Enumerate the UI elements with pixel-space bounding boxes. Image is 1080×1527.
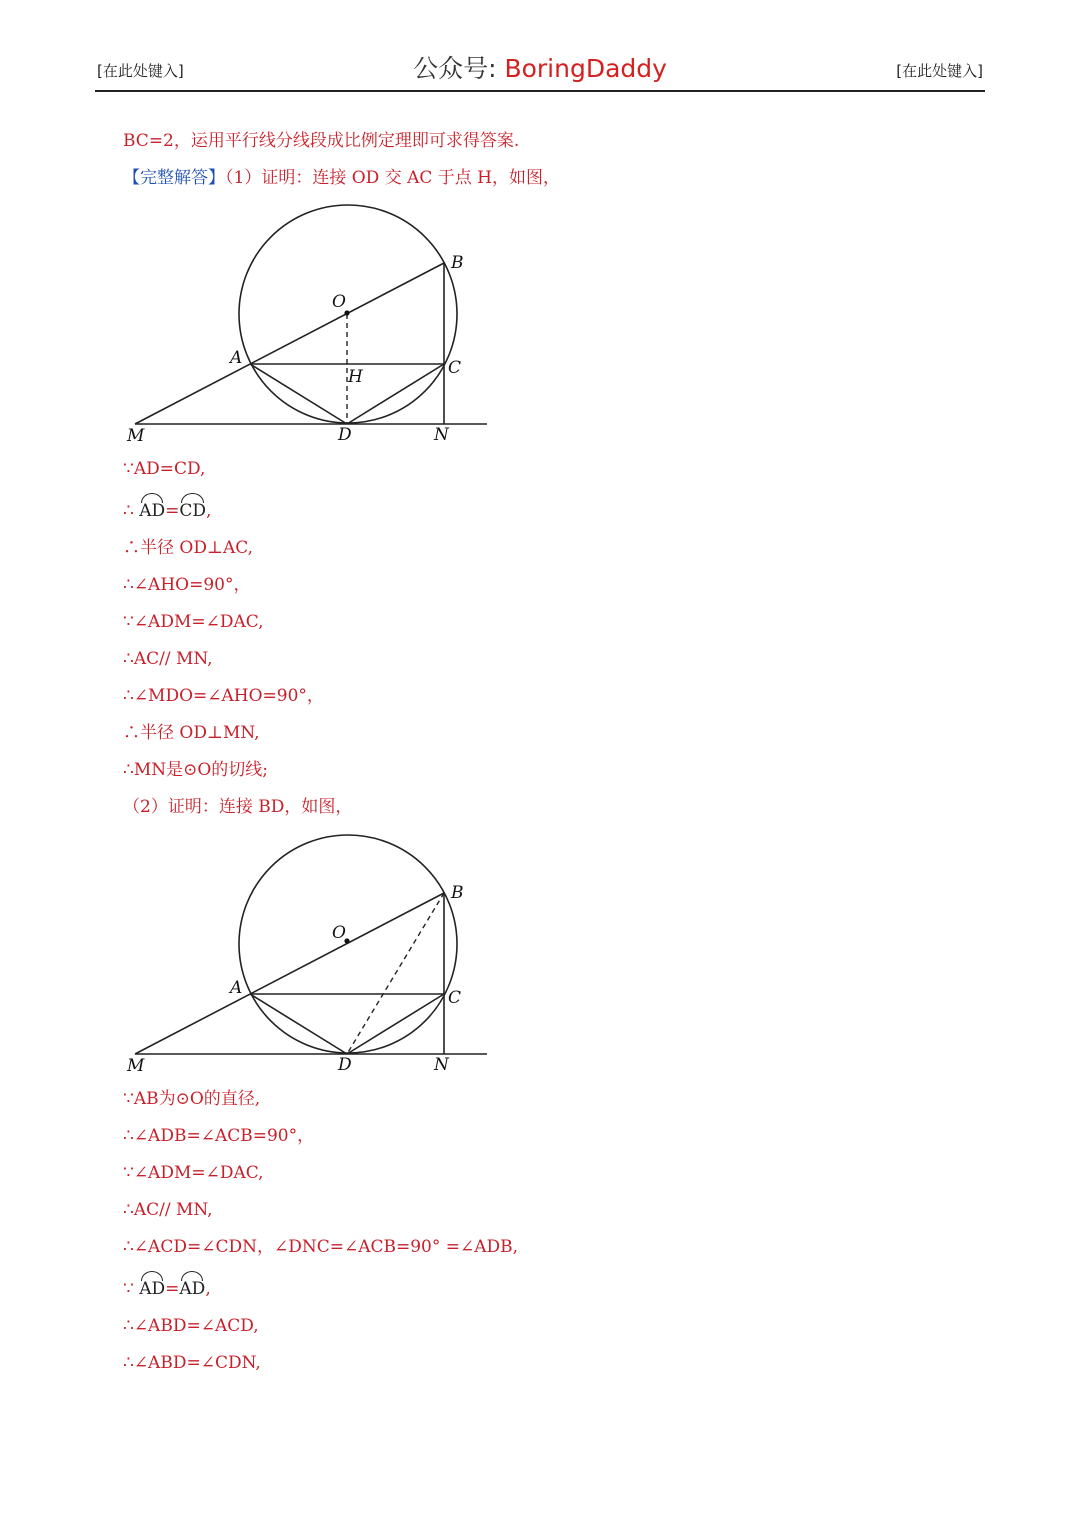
step2-8: ∴∠ABD=∠CDN, [123,1353,261,1373]
label-n-2: N [434,1055,449,1075]
step1-4: ∴∠AHO=90°， [123,575,251,595]
label-h: H [348,367,363,387]
step1-2-mid: = [165,501,180,521]
arc-ad-a-text: AD [139,1279,166,1299]
step2-5: ∴∠ACD=∠CDN，∠DNC=∠ACB=90° =∠ADB, [123,1237,519,1257]
step1-6: ∴AC// MN, [123,649,213,669]
step2-6-prefix: ∵ [123,1279,134,1299]
label-o-2: O [332,923,346,943]
step2-1: ∵AB为⊙O的直径, [123,1089,261,1109]
page-header [95,50,985,92]
label-d-2: D [338,1055,352,1075]
label-c: C [448,358,462,378]
label-m-2: M [127,1056,145,1076]
part2-heading: （2）证明：连接 BD，如图， [123,797,353,817]
step1-2 [123,500,211,522]
step2-4: ∴AC// MN, [123,1200,213,1220]
geometry-figure-1 [115,195,500,450]
step2-2: ∴∠ADB=∠ACB=90°， [123,1126,315,1146]
step1-1: ∵AD=CD, [123,459,206,479]
segment-ad [250,364,347,424]
step1-8: ∴半径 OD⊥MN, [123,723,260,743]
label-o: O [332,292,346,312]
header-brand: BoringDaddy [504,54,667,83]
label-a: A [230,348,243,368]
step1-2-prefix: ∴ [123,501,134,521]
arc-cd [179,500,206,522]
label-b-2: B [451,883,464,903]
segment-ad-2 [250,994,347,1054]
header-left-placeholder: [在此处键入] [97,62,184,80]
label-a-2: A [230,978,243,998]
arc-ad-b [179,1278,205,1300]
line-mb [135,263,444,424]
label-m: M [127,426,145,446]
answer-tag: 【完整解答】 [123,168,225,188]
step1-7: ∴∠MDO=∠AHO=90°， [123,686,324,706]
label-c-2: C [448,988,462,1008]
step1-9: ∴MN是⊙O的切线; [123,760,269,780]
segment-bd-dashed [347,893,444,1054]
step2-7: ∴∠ABD=∠ACD, [123,1316,259,1336]
step2-6-suffix: , [205,1279,211,1299]
step2-6 [123,1278,211,1300]
geometry-figure-2 [115,825,500,1080]
segment-cd-2 [347,994,444,1054]
arc-ad [139,500,165,522]
answer-part1-text: （1）证明：连接 OD 交 AC 于点 H，如图， [225,168,561,188]
label-n: N [434,425,449,445]
header-title [95,49,985,85]
step1-2-suffix: , [206,501,212,521]
step2-6-mid: = [165,1279,180,1299]
arc-ad-text: AD [139,501,166,521]
line-mb-2 [135,893,444,1054]
header-right-placeholder: [在此处键入] [896,62,983,80]
arc-cd-text: CD [179,501,207,521]
answer-heading [123,167,560,189]
step2-3: ∵∠ADM=∠DAC, [123,1163,264,1183]
label-b: B [451,253,464,273]
label-d: D [338,425,352,445]
step1-5: ∵∠ADM=∠DAC, [123,612,264,632]
header-title-prefix: 公众号: [413,54,505,83]
arc-ad-b-text: AD [179,1279,206,1299]
arc-ad-a [139,1278,165,1300]
circle-o-2 [239,835,457,1053]
hint-line: BC=2，运用平行线分线段成比例定理即可求得答案. [123,131,520,151]
step1-3: ∴半径 OD⊥AC, [123,538,254,558]
